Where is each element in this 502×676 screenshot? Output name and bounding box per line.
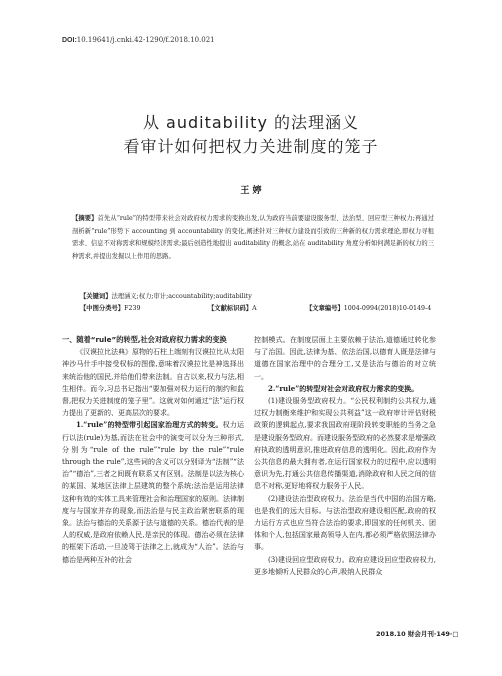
paragraph-text: 权力运行以法(rule)为基,而法在社会中的演变可以分为三种形式,分别为“rule of the rule”“rule by the rule”“rule through the rule”,这些词的含义可以分别译为“法制”“法治”“德治”,三者之间既有联系又有区别。法制是以法为核心的某国、某地区法律上层建筑的整个系统;法治是运用法律这种有效的实体工具来管理社会和治理国家的原则。法律制度与与国家并存的现象,而法治是与民主政治紧密联系的现象。法治与德治的关系源于法与道德的关系。德治代表的是人的权威,是政府依赖人民,是亲民的体现。德治必须在法律的框架下活动,一旦凌驾于法律之上,就成为“人治”。法治与德治是两种互补的社会	[62, 421, 245, 564]
paragraph: (1)建设服务型政府权力。“公民权利制约公共权力,通过权力制衡来维护和实现公共利益”这一政府审计评估财税政策的逻辑起点,要求我国政府现阶段转变职能的当务之急是建设服务型政府。而建设服务型政府的必然要求是增强政府执政的透明意识,推进政府信息的透明化。因此,政府作为公共信息的最大拥有者,在运行国家权力的过程中,应以透明意识为先,打通公共信息传播渠道,消除政府和人民之间的信息不对称,更好地将权力服务于人民。	[254, 397, 436, 491]
abstract	[72, 213, 434, 263]
doi-label: DOI:	[62, 37, 77, 44]
paragraph: 《汉谟拉比法典》原物的石柱上端刻有汉谟拉比从太阳神沙马什手中接受权标的图像,意味着汉谟拉比是神选择出来统治他的国民,并给他们带来法制。自古以来,权力与法,相生相伴。而今,习总书记指出“要加强对权力运行的制约和监督,把权力关进制度的笼子里”。这就对如何通过“法”运行权力提出了更新的、更高层次的要求。	[62, 348, 244, 418]
doi-line	[62, 36, 215, 44]
article-id-label: 【文章编号】	[306, 305, 344, 312]
paragraph: 控制模式。在制度层面上主要依赖于法治,道德通过转化参与了治国。因此,法律为基、依法治国,以德育人既是法律与道德在国家治理中的合理分工,又是法治与德治的对立统一。	[254, 336, 436, 381]
keywords-text: 法理涵义;权力;审计;accountability;auditability	[111, 293, 252, 300]
doi-value: 10.19641/j.cnki.42-1290/f.2018.10.021	[76, 36, 215, 44]
paragraph: (3)建设回应型政府权力。政府应建设回应型政府权力,更多地倾听人民群众的心声,吸纳人民群众	[254, 555, 436, 576]
clc-label: 【中图分类号】	[80, 305, 125, 312]
clc-value: F239	[124, 305, 141, 312]
right-column	[254, 334, 436, 578]
title-line-2: 看审计如何把权力关进制度的笼子	[123, 137, 379, 156]
author: 王 婷	[240, 186, 262, 196]
doc-code-value: A	[252, 305, 257, 312]
keywords-label: 【关键词】	[80, 293, 112, 300]
subheading: 2.“rule”的转型对社会对政府权力需求的变换。	[268, 383, 419, 393]
section-heading-1: 一、随着“rule”的转型,社会对政府权力需求的变换	[62, 335, 227, 344]
abstract-label: 【摘要】	[72, 215, 98, 222]
abstract-text: 首先从“rule”的特型带来社会对政府权力需求的变换出发,认为政府当前要建设服务型、法治型、回应型三种权力;再通过剖析新“rule”形势下 accounting 到 accountability 的变化,阐述针对三种权力建设而引致的三种新的权力需求理论,即权力寻租需求、信息不对称需求和规模经济需求;最后创造性地提出 auditability 的概念,站在 auditability 角度分析如何满足新的权力的三种需求,并提出发掘以上作用的思路。	[72, 215, 434, 260]
keywords	[80, 291, 252, 300]
title-line-1: 从 auditability 的法理涵义	[142, 113, 360, 132]
page-number: 149	[436, 630, 450, 638]
doc-code-label: 【文献标识码】	[208, 305, 253, 312]
article-id-value: 1004-0994(2018)10-0149-4	[343, 305, 432, 312]
page-footer	[376, 629, 459, 638]
classification-line	[80, 303, 440, 312]
left-column	[62, 334, 244, 566]
paragraph	[62, 419, 244, 565]
subheading: 1.“rule”的特型带引起国家治理方式的转变。	[76, 420, 223, 430]
footer-mark: ·□	[449, 630, 459, 638]
footer-issue: 2018.10 财会月刊·	[376, 630, 437, 638]
paragraph: (2)建设法治型政府权力。法治是当代中国的治国方略,也是我们的远大目标。与法治型政府建设相匹配,政府的权力运行方式也应当符合法治的要求,即国家的任何机关、团体和个人,包括国家最高领导人在内,都必须严格依照法律办事。	[254, 494, 436, 552]
